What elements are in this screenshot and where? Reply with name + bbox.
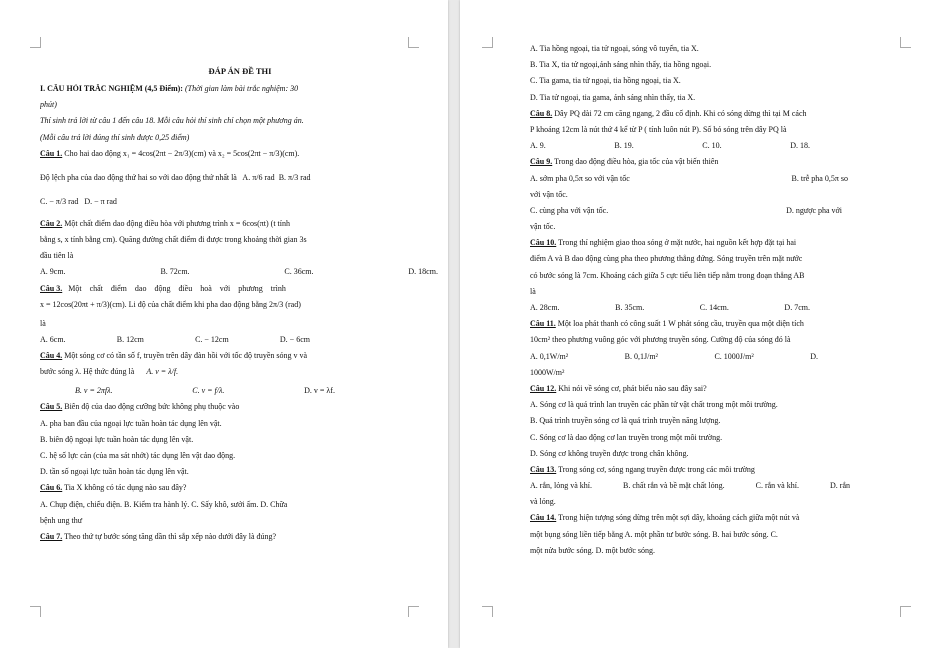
option-d: D. — [810, 351, 818, 361]
option-b: B. 35cm. — [615, 303, 645, 312]
question-11-cont: 10cm² theo phương vuông góc với phương truyền sóng. Cường độ của sóng đó là — [530, 335, 791, 345]
question-8-cont: P khoảng 12cm là nút thứ 4 kể từ P ( tính luôn nút P). Số bó sóng trên dây PQ là — [530, 124, 787, 134]
question-2-cont: bằng s, x tính bằng cm). Quãng đường chất điểm đi được trong khoảng thời gian 3s — [40, 234, 307, 244]
option-d: D. 18cm. — [408, 267, 438, 277]
question-6-options-cont: bệnh ung thư — [40, 515, 83, 525]
option-c: C. 10. — [702, 141, 722, 151]
option-a: A. 0,1W/m² — [530, 351, 569, 361]
option-a: A. 9. — [530, 141, 546, 151]
crop-mark — [482, 606, 493, 617]
option-d: D. Sóng cơ không truyền được trong chân không. — [530, 448, 689, 458]
option-a: A. Tia hồng ngoại, tia tử ngoại, sóng vô tuyến, tia X. — [530, 44, 699, 53]
option-b: B. v = 2πfλ. — [75, 386, 113, 396]
question-13: Câu 13. Trong sóng cơ, sóng ngang truyền được trong các môi trường — [530, 464, 755, 474]
option-d: D. − π rad — [84, 196, 117, 206]
option-d: D. Tia tử ngoại, tia gama, ánh sáng nhìn thấy, tia X. — [530, 92, 696, 102]
question-12: Câu 12. Khi nói về sóng cơ, phát biểu nào sau đây sai? — [530, 383, 707, 393]
option-d: D. ngược pha với — [786, 205, 842, 215]
option-c: C. − 12cm — [195, 334, 229, 344]
option-b: B. π/3 rad — [278, 172, 311, 182]
page-2-content — [530, 44, 925, 562]
option-d: D. rắn — [830, 481, 850, 491]
question-11: Câu 11. Một loa phát thanh có công suất 1 W phát sóng cầu, truyền qua một diện tích — [530, 319, 804, 329]
question-8: Câu 8. Dây PQ dài 72 cm căng ngang, 2 đầu cố định. Khi có sóng dừng thì tại M cách — [530, 108, 807, 118]
crop-mark — [408, 606, 419, 617]
option-a: A. 28cm. — [530, 303, 560, 312]
option-a: A. rắn, lỏng và khí. — [530, 481, 592, 491]
option-a: A. v = λ/f. — [146, 367, 179, 377]
question-9-options — [530, 174, 848, 184]
instruction: Thí sinh trả lời từ câu 1 đến câu 18. Mỗi câu hỏi thí sinh chỉ chọn một phương án. — [40, 116, 304, 126]
option-d: D. 18. — [790, 141, 810, 151]
question-2-options — [40, 267, 438, 277]
question-9-options-cont: vận tốc. — [530, 222, 556, 232]
instruction-score: (Mỗi câu trả lời đúng thí sinh được 0,25 điểm) — [40, 132, 190, 142]
option-d: D. tần số ngoại lực tuần hoàn tác dụng lên vật. — [40, 467, 189, 477]
question-4-stem: bước sóng λ. Hệ thức đúng là A. v = λ/f. — [40, 367, 179, 377]
question-14-cont: một nửa bước sóng. D. một bước sóng. — [530, 545, 656, 555]
crop-mark — [482, 37, 493, 48]
option-b: B. chất rắn và bề mặt chất lỏng. — [623, 481, 725, 491]
option-c: C. rắn và khí. — [755, 481, 799, 491]
crop-mark — [900, 606, 911, 617]
document-page-1 — [0, 0, 448, 648]
question-10: Câu 10. Trong thí nghiệm giao thoa sóng ở mặt nước, hai nguồn kết hợp đặt tại hai — [530, 238, 797, 248]
option-c: C. − π/3 rad — [40, 196, 79, 206]
question-2-cont: đầu tiên là — [40, 251, 74, 261]
question-7: Câu 7. Theo thứ tự bước sóng tăng dần thì sắp xếp nào dưới đây là đúng? — [40, 531, 277, 541]
question-6-options: A. Chụp điện, chiếu điện. B. Kiểm tra hành lý. C. Sấy khô, sưởi ấm. D. Chữa — [40, 499, 288, 509]
option-c: C. 1000J/m² — [714, 351, 754, 361]
option-c: C. v = f/λ. — [192, 386, 225, 396]
option-a: A. 9cm. — [40, 267, 66, 277]
option-a: A. sớm pha 0,5π so với vận tốc — [530, 173, 630, 183]
question-11-options — [530, 352, 818, 362]
option-c: C. Sóng cơ là dao động cơ lan truyền trong một môi trường. — [530, 432, 723, 442]
question-9: Câu 9. Trong dao động điều hòa, gia tốc của vật biến thiên — [530, 157, 719, 167]
question-4: Câu 4. Một sóng cơ có tần số f, truyền trên dây đàn hồi với tốc độ truyền sóng v và — [40, 351, 308, 361]
section-heading: I. CÂU HỎI TRẮC NGHIỆM (4,5 Điểm): (Thời gian làm bài trắc nghiệm: 30 — [40, 84, 299, 93]
option-d: D. v = λf. — [304, 386, 335, 396]
question-2: Câu 2. Một chất điểm dao động điều hòa với phương trình x = 6cos(πt) (t tính — [40, 218, 290, 228]
option-b: B. biên độ ngoại lực tuần hoàn tác dụng lên vật. — [40, 434, 194, 444]
option-b: B. Tia X, tia tử ngoại,ánh sáng nhìn thấy, tia hồng ngoại. — [530, 60, 712, 70]
option-b: B. 19. — [614, 141, 634, 151]
question-13-options-cont: và lỏng. — [530, 497, 556, 507]
option-b: B. 0,1J/m² — [624, 351, 658, 361]
question-11-options-cont: 1000W/m² — [530, 367, 565, 377]
question-10-cont: điểm A và B dao động cùng pha theo phương thẳng đứng. Sóng truyền trên mặt nước — [530, 254, 803, 264]
crop-mark — [30, 37, 41, 48]
document-page-2 — [460, 0, 932, 648]
option-a: A. Sóng cơ là quá trình lan truyền các phần tử vật chất trong một môi trường. — [530, 400, 778, 410]
option-b: B. Quá trình truyền sóng cơ là quá trình truyền năng lượng. — [530, 416, 721, 426]
option-d: D. − 6cm — [279, 334, 310, 344]
question-1-stem: Độ lệch pha của dao động thứ hai so với dao động thứ nhất là A. π/6 rad B. π/3 rad — [40, 172, 311, 182]
option-c: C. 14cm. — [699, 303, 729, 312]
question-6: Câu 6. Tia X không có tác dụng nào sau đây? — [40, 483, 187, 493]
question-9-options-cont: với vận tốc. — [530, 189, 568, 199]
option-c: C. cùng pha với vận tốc. — [530, 205, 609, 215]
question-14: Câu 14. Trong hiện tượng sóng dừng trên một sợi dây, khoảng cách giữa một nút và — [530, 513, 800, 523]
question-3: Câu 3. Một chất điểm dao động điều hoà với phương trình — [40, 283, 286, 293]
question-1: Câu 1. Cho hai dao động x₁ = 4cos(2πt − 2π/3)(cm) và x₂ = 5cos(2πt − π/3)(cm). — [40, 148, 300, 158]
question-13-options — [530, 481, 850, 491]
option-a: A. pha ban đầu của ngoại lực tuần hoàn tác dụng lên vật. — [40, 418, 222, 428]
question-14-cont: một bụng sóng liền tiếp bằng A. một phần tư bước sóng. B. hai bước sóng. C. — [530, 529, 778, 539]
option-a: A. 6cm. — [40, 334, 66, 344]
question-10-options — [530, 303, 810, 313]
question-3-cont: x = 12cos(20πt + π/3)(cm). Li độ của chất điểm khi pha dao động bằng 2π/3 (rad) — [40, 299, 301, 309]
option-b: B. trễ pha 0,5π so — [791, 173, 848, 183]
question-3-cont: là — [40, 318, 46, 328]
option-c: C. Tia gama, tia tử ngoại, tia hồng ngoại, tia X. — [530, 76, 681, 86]
option-c: C. hệ số lực cản (của ma sát nhớt) tác dụng lên vật dao động. — [40, 451, 236, 460]
option-b: B. 12cm — [116, 334, 144, 344]
option-c: C. 36cm. — [284, 267, 314, 277]
question-10-cont: có bước sóng là 7cm. Khoảng cách giữa 5 cực tiểu liên tiếp nằm trong đoạn thẳng AB — [530, 270, 805, 280]
question-4-options — [40, 386, 335, 396]
crop-mark — [30, 606, 41, 617]
question-10-cont: là — [530, 286, 536, 296]
document-title: ĐÁP ÁN ĐỀ THI — [208, 66, 272, 76]
question-5: Câu 5. Biên độ của dao động cưỡng bức không phụ thuộc vào — [40, 402, 240, 412]
option-d: D. 7cm. — [784, 303, 810, 312]
page-1-content — [40, 66, 440, 548]
question-9-options — [530, 206, 842, 216]
question-1-options — [40, 197, 440, 207]
section-time-cont: phút) — [40, 100, 57, 110]
question-8-options — [530, 141, 810, 151]
option-b: B. 72cm. — [160, 267, 190, 277]
question-3-options — [40, 335, 310, 345]
crop-mark — [408, 37, 419, 48]
option-a: A. π/6 rad — [242, 172, 275, 182]
